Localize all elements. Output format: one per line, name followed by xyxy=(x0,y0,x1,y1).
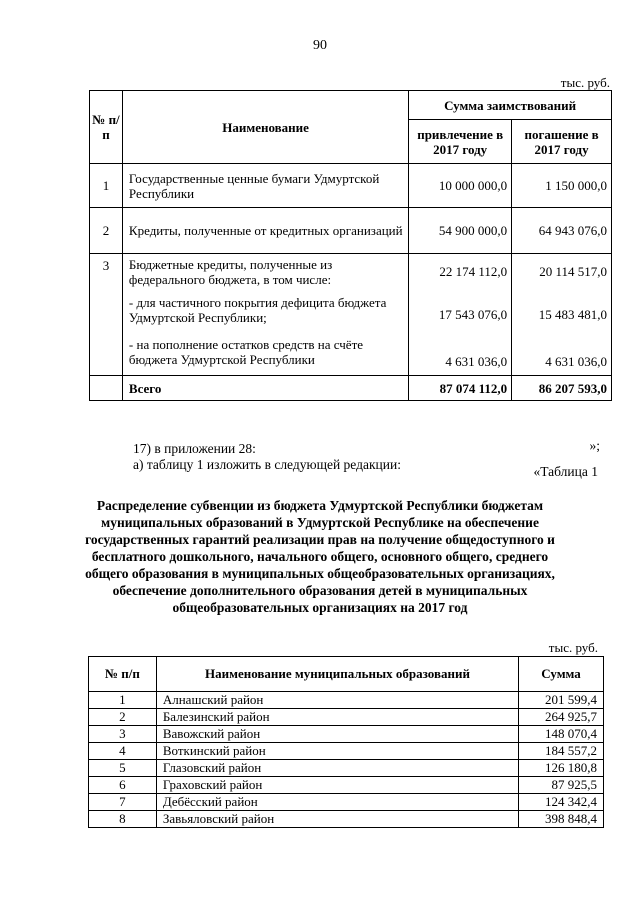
row-name: Алнашский район xyxy=(156,692,518,709)
header-sum: Сумма xyxy=(519,657,604,692)
row-no: 4 xyxy=(89,743,157,760)
table-row xyxy=(90,254,612,376)
row-attract: 54 900 000,0 xyxy=(409,208,512,254)
row-sub1-name: - для частичного покрытия дефицита бюджета Удмуртской Республики; xyxy=(128,295,387,325)
table2-unit: тыс. руб. xyxy=(548,640,598,655)
table-row xyxy=(89,760,604,777)
row-name: Балезинский район xyxy=(156,709,518,726)
row-no: 2 xyxy=(90,208,123,254)
total-no xyxy=(90,376,123,401)
row-sub1-repay: 15 483 481,0 xyxy=(538,307,607,322)
row-repay: 20 114 517,0 xyxy=(539,264,607,279)
row-no: 3 xyxy=(90,254,123,376)
row-sub2-name: - на пополнение остатков средств на счёте бюджета Удмуртской Республики xyxy=(128,337,364,367)
table1-unit: тыс. руб. xyxy=(560,75,610,90)
table-row xyxy=(89,743,604,760)
row-name: Бюджетные кредиты, полученные из федерального бюджета, в том числе: xyxy=(128,257,333,287)
row-sum: 398 848,4 xyxy=(519,811,604,828)
row-sum: 264 925,7 xyxy=(519,709,604,726)
row-attract-group xyxy=(409,254,512,376)
table-row xyxy=(89,692,604,709)
paragraph-a: а) таблицу 1 изложить в следующей редакции: xyxy=(133,457,401,472)
table-row xyxy=(89,726,604,743)
page-number: 90 xyxy=(313,38,327,53)
row-name: Вавожский район xyxy=(156,726,518,743)
header-repay: погашение в 2017 году xyxy=(512,120,612,164)
row-attract: 10 000 000,0 xyxy=(409,164,512,208)
row-sub2-repay: 4 631 036,0 xyxy=(545,354,607,369)
row-name: Дебёсский район xyxy=(156,794,518,811)
table-row xyxy=(89,777,604,794)
row-name: Завьяловский район xyxy=(156,811,518,828)
row-repay-group xyxy=(512,254,612,376)
table-label: «Таблица 1 xyxy=(533,464,598,479)
row-sub2-attract: 4 631 036,0 xyxy=(445,354,508,369)
header-name: Наименование муниципальных образований xyxy=(156,657,518,692)
paragraph-17: 17) в приложении 28: xyxy=(133,441,256,456)
row-sum: 124 342,4 xyxy=(519,794,604,811)
total-attract: 87 074 112,0 xyxy=(409,376,512,401)
header-no: № п/п xyxy=(90,91,123,164)
row-name: Граховский район xyxy=(156,777,518,794)
row-no: 1 xyxy=(90,164,123,208)
row-name: Кредиты, полученные от кредитных организаций xyxy=(122,208,408,254)
table2-title: Распределение субвенции из бюджета Удмуртской Республики бюджетам муниципальных образований в Удмуртской Республике на обеспечение государственных гарантий реализации прав на получение общедоступного и бесплатного дошкольного, начального общего, основного общего, среднего общего образования в муниципальных общеобразовательных организациях, обеспечение дополнительного образования детей в муниципальных общеобразовательных организациях на 2017 год xyxy=(85,498,555,615)
row-sum: 148 070,4 xyxy=(519,726,604,743)
row-name: Воткинский район xyxy=(156,743,518,760)
total-label: Всего xyxy=(122,376,408,401)
total-row xyxy=(90,376,612,401)
header-sum-group: Сумма заимствований xyxy=(409,91,612,120)
total-repay: 86 207 593,0 xyxy=(512,376,612,401)
borrowings-table xyxy=(89,90,612,401)
header-attract: привлечение в 2017 году xyxy=(409,120,512,164)
row-attract: 22 174 112,0 xyxy=(439,264,508,279)
row-name: Государственные ценные бумаги Удмуртской Республики xyxy=(122,164,408,208)
row-no: 5 xyxy=(89,760,157,777)
row-name: Глазовский район xyxy=(156,760,518,777)
table-row xyxy=(89,709,604,726)
row-sum: 201 599,4 xyxy=(519,692,604,709)
row-sub1-attract: 17 543 076,0 xyxy=(438,307,508,322)
table-row xyxy=(90,164,612,208)
header-no: № п/п xyxy=(89,657,157,692)
table-row xyxy=(89,794,604,811)
row-name-group xyxy=(122,254,408,376)
row-no: 6 xyxy=(89,777,157,794)
row-no: 1 xyxy=(89,692,157,709)
subvention-table xyxy=(88,656,604,828)
row-sum: 87 925,5 xyxy=(519,777,604,794)
row-no: 7 xyxy=(89,794,157,811)
header-name: Наименование xyxy=(122,91,408,164)
table-row xyxy=(89,811,604,828)
closing-quote: »; xyxy=(589,438,600,453)
row-repay: 1 150 000,0 xyxy=(512,164,612,208)
table-row xyxy=(90,208,612,254)
row-no: 3 xyxy=(89,726,157,743)
row-sum: 184 557,2 xyxy=(519,743,604,760)
row-repay: 64 943 076,0 xyxy=(512,208,612,254)
row-sum: 126 180,8 xyxy=(519,760,604,777)
row-no: 2 xyxy=(89,709,157,726)
row-no: 8 xyxy=(89,811,157,828)
